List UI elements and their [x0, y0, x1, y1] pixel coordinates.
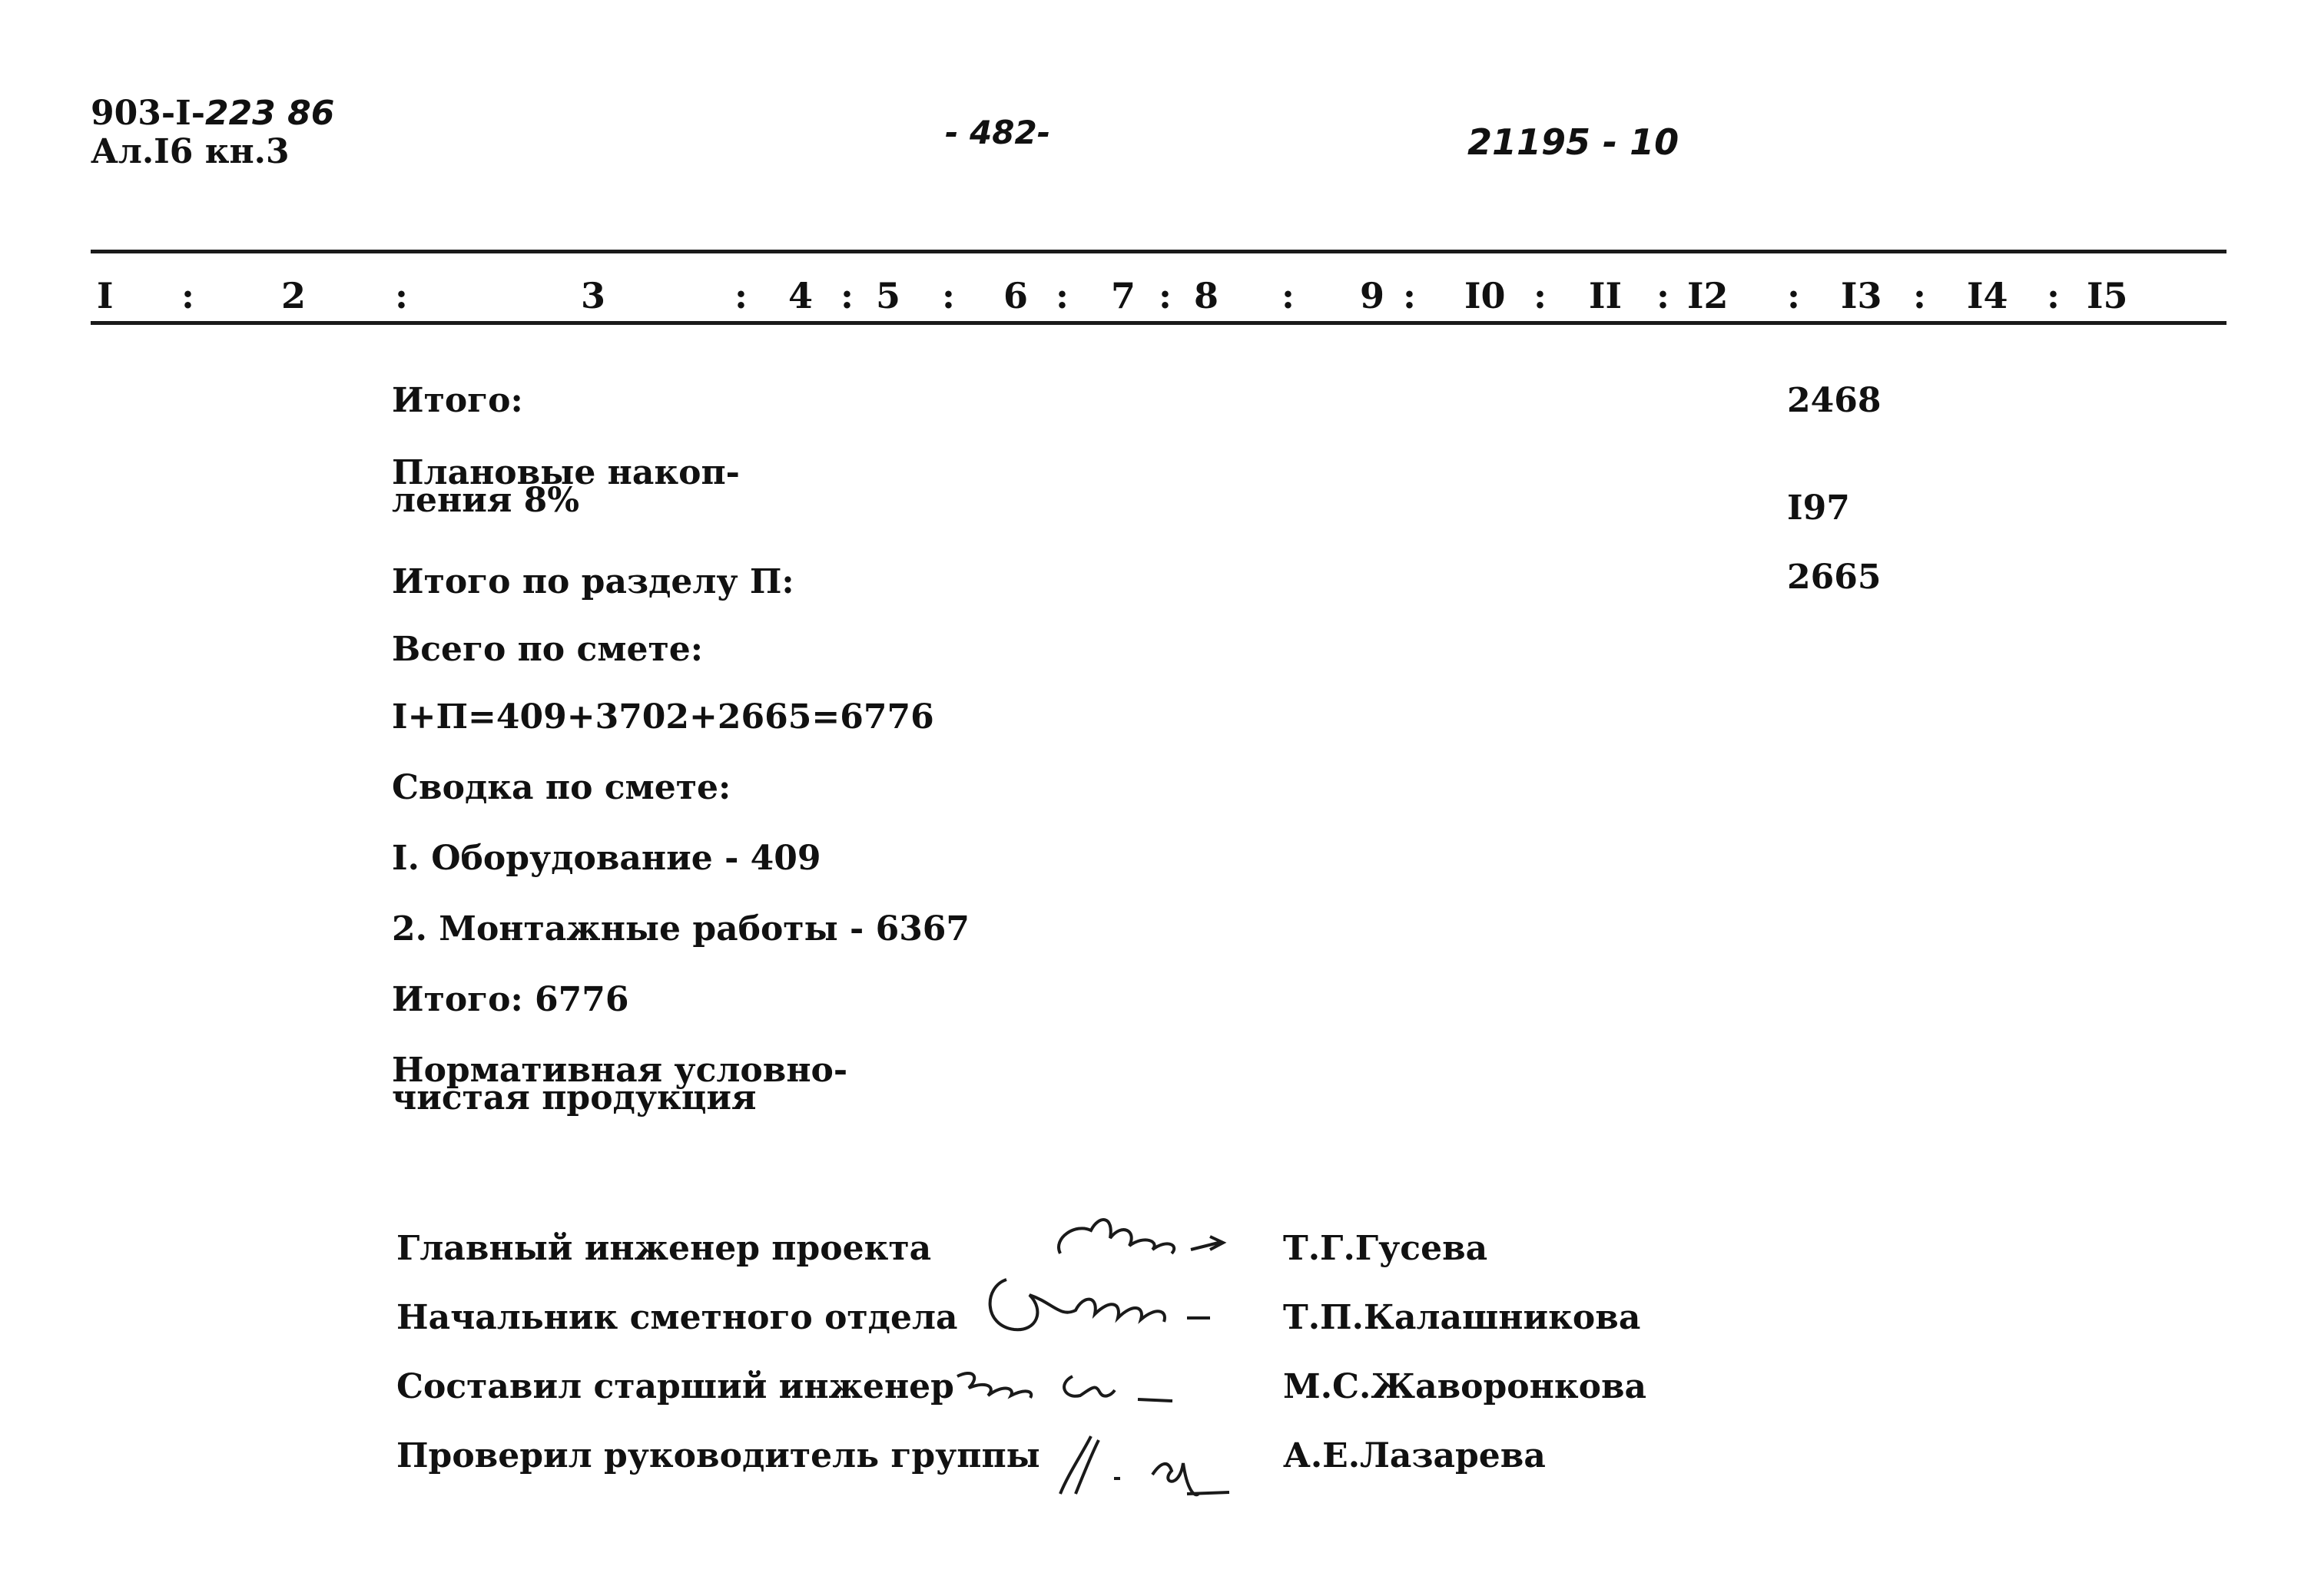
document-code [91, 94, 335, 133]
row-label-line: Нормативная условно- [392, 1051, 848, 1090]
column-number: I5 [2087, 275, 2128, 316]
header-rule-top [91, 250, 2226, 253]
column-separator: : [1787, 275, 1800, 316]
column-separator: : [395, 275, 408, 316]
row-label: I+П=409+3702+2665=6776 [392, 697, 934, 737]
column-number: 7 [1111, 275, 1136, 316]
column-number: 6 [1003, 275, 1029, 316]
row-label: Всего по смете: [392, 630, 703, 669]
column-number: I [97, 275, 114, 316]
column-number: I2 [1687, 275, 1729, 316]
signatory-name: А.Е.Лазарева [1283, 1436, 1546, 1475]
column-number: 5 [876, 275, 901, 316]
signature-role: Главный инженер проекта [396, 1229, 932, 1268]
row-label-line: Плановые накоп- [392, 453, 740, 492]
row-label: Итого: 6776 [392, 980, 629, 1019]
row-label-line: ления 8% [392, 481, 580, 520]
signature-scribble [976, 1264, 1237, 1341]
row-label: Сводка по смете: [392, 768, 731, 807]
column-number: I3 [1841, 275, 1882, 316]
album-book-label: Ал.I6 кн.3 [91, 132, 290, 171]
signature-role: Начальник сметного отдела [396, 1298, 958, 1337]
signature-scribble [942, 1346, 1203, 1415]
document-code-handwritten: 223 86 [204, 94, 335, 133]
row-label: Итого: [392, 381, 523, 420]
column-separator: : [2047, 275, 2060, 316]
signature-role: Проверил руководитель группы [396, 1436, 1040, 1475]
column-separator: : [841, 275, 854, 316]
column-separator: : [1403, 275, 1416, 316]
header-rule-bottom [91, 321, 2226, 325]
column-separator: : [181, 275, 194, 316]
row-value: 2468 [1787, 381, 1882, 420]
column-number: 3 [581, 275, 606, 316]
column-separator: : [1159, 275, 1172, 316]
signatory-name: Т.П.Калашникова [1283, 1298, 1641, 1337]
row-label: I. Оборудование - 409 [392, 839, 821, 878]
signature-scribble [1045, 1421, 1252, 1505]
column-number: 9 [1360, 275, 1385, 316]
column-number: II [1589, 275, 1623, 316]
row-value: I97 [1787, 488, 1850, 528]
document-code-printed: 903-I- [91, 94, 205, 133]
row-label: 2. Монтажные работы - 6367 [392, 909, 970, 949]
column-separator: : [734, 275, 748, 316]
column-number: I0 [1464, 275, 1506, 316]
column-separator: : [1056, 275, 1069, 316]
column-separator: : [1533, 275, 1547, 316]
page-number: - 482- [945, 114, 1051, 151]
signature-role: Составил старший инженер [396, 1367, 954, 1406]
column-separator: : [1913, 275, 1926, 316]
column-separator: : [1281, 275, 1295, 316]
row-label-line: чистая продукция [392, 1078, 757, 1118]
column-number: I4 [1967, 275, 2008, 316]
column-number: 8 [1194, 275, 1219, 316]
signatory-name: Т.Г.Гусева [1283, 1229, 1488, 1268]
column-separator: : [1656, 275, 1669, 316]
signatory-name: М.С.Жаворонкова [1283, 1367, 1647, 1406]
document-number: 21195 - 10 [1467, 121, 1679, 163]
row-label [392, 1051, 848, 1118]
column-separator: : [942, 275, 955, 316]
row-value: 2665 [1787, 558, 1882, 597]
column-number: 2 [281, 275, 307, 316]
column-number: 4 [788, 275, 814, 316]
row-label [392, 453, 740, 520]
signature-scribble [1045, 1207, 1237, 1269]
row-label: Итого по разделу П: [392, 562, 794, 601]
